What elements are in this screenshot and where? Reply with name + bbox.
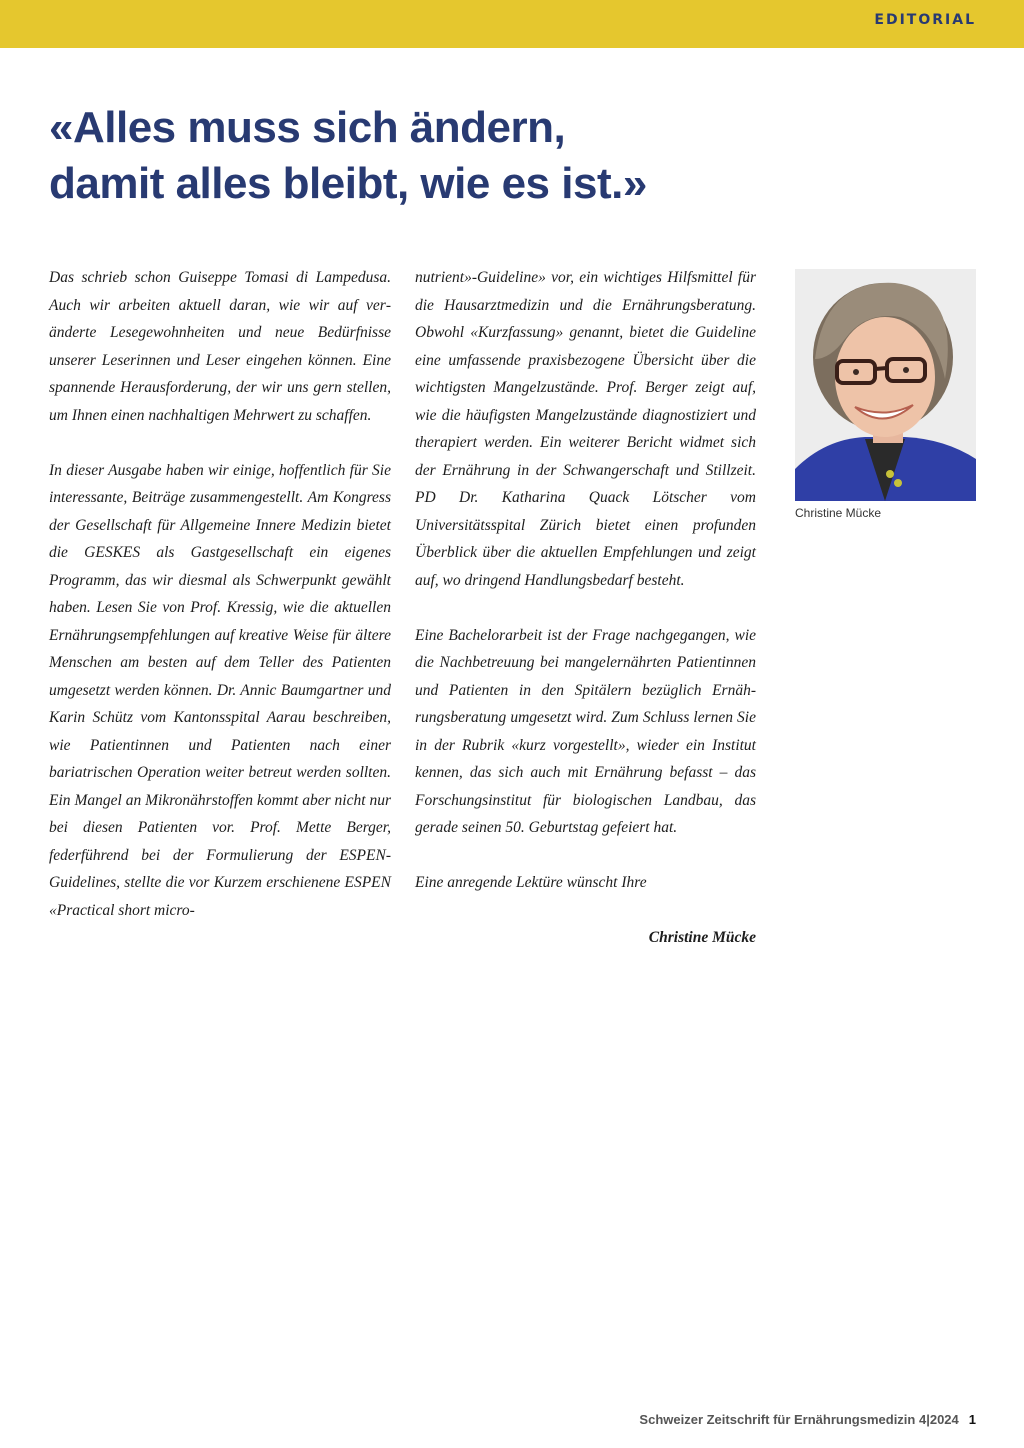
journal-name: Schweizer Zeitschrift für Ernährungsmedizin 4|2024: [639, 1412, 959, 1427]
header-bar: [0, 0, 1024, 48]
section-label: EDITORIAL: [874, 12, 976, 28]
author-photo: [795, 269, 976, 501]
portrait-illustration: [795, 269, 976, 501]
title-line-2: damit alles bleibt, wie es ist.»: [49, 159, 647, 208]
article-column-middle: [415, 264, 756, 952]
photo-caption: Christine Mücke: [795, 506, 882, 520]
article-column-left: [49, 264, 391, 924]
closing-line: Eine anregende Lektüre wünscht Ihre: [415, 874, 647, 891]
author-signature: Christine Mücke: [648, 929, 756, 946]
page-number: 1: [968, 1412, 976, 1427]
paragraph: In dieser Ausgabe haben wir einige, hoffentlich für Sie interessante, Beiträge zusammengestellt. Am Kongress der Gesellschaft für Allgemeine Innere Medizin bietet die GESKES als Gastgesellschaft ein eigenes Programm, das wir diesmal als Schwerpunkt gewählt haben. Lesen Sie von Prof. Kressig, wie die aktuellen Ernährungsempfehlungen auf kreative Weise für ältere Menschen am besten auf dem Teller des Patienten umgesetzt werden können. Dr. Annic Baumgartner und Karin Schütz vom Kantonsspital Aarau beschreiben, wie Patientinnen und Patienten nach einer bariatrischen Operation weiter betreut werden sollten. Ein Mangel an Mikronährstoffen kommt aber nicht nur bei diesen Patienten vor. Prof. Mette Berger, federführend bei der Formulierung der ESPEN-Guidelines, stellte die vor Kurzem erschienene ESPEN «Practical short micro-: [49, 461, 391, 919]
paragraph: Eine Bachelorarbeit ist der Frage nachgegangen, wie die Nachbetreuung bei mangelernährten Patientinnen und Patienten in den Spitälern bezüglich Ernährungsberatung umgesetzt wird. Zum Schluss lernen Sie in der Rubrik «kurz vorgestellt», wieder ein Institut kennen, das sich auch mit Ernährung befasst – das Forschungsinstitut für biologischen Landbau, das gerade seinen 50. Geburtstag gefeiert hat.: [415, 626, 756, 836]
paragraph: Das schrieb schon Guiseppe Tomasi di Lampedusa. Auch wir arbeiten aktuell daran, wie wir auf veränderte Lesegewohnheiten und neue Bedürfnisse unserer Leserinnen und Leser eingehen können. Eine spannende Herausforderung, der wir uns gern stellen, um Ihnen einen nachhaltigen Mehrwert zu schaffen.: [49, 269, 391, 424]
paragraph: nutrient»-Guideline» vor, ein wichtiges Hilfsmittel für die Hausarztmedizin und die Ernährungsberatung. Obwohl «Kurzfassung» genannt, bietet die Guideline eine umfassende praxisbezogene Übersicht über die wichtigsten Mangelzustände. Prof. Berger zeigt auf, wie die häufigsten Mangelzustände diagnostiziert und therapiert werden. Ein weiterer Bericht widmet sich der Ernährung in der Schwangerschaft und Stillzeit. PD Dr. Katharina Quack Lötscher vom Universitätsspital Zürich bietet einen profunden Überblick über die aktuellen Empfehlungen und zeigt auf, wo dringend Handlungsbedarf besteht.: [415, 269, 756, 589]
title-line-1: «Alles muss sich ändern,: [49, 103, 566, 152]
page-title: [49, 100, 647, 212]
page-footer: [639, 1412, 976, 1427]
